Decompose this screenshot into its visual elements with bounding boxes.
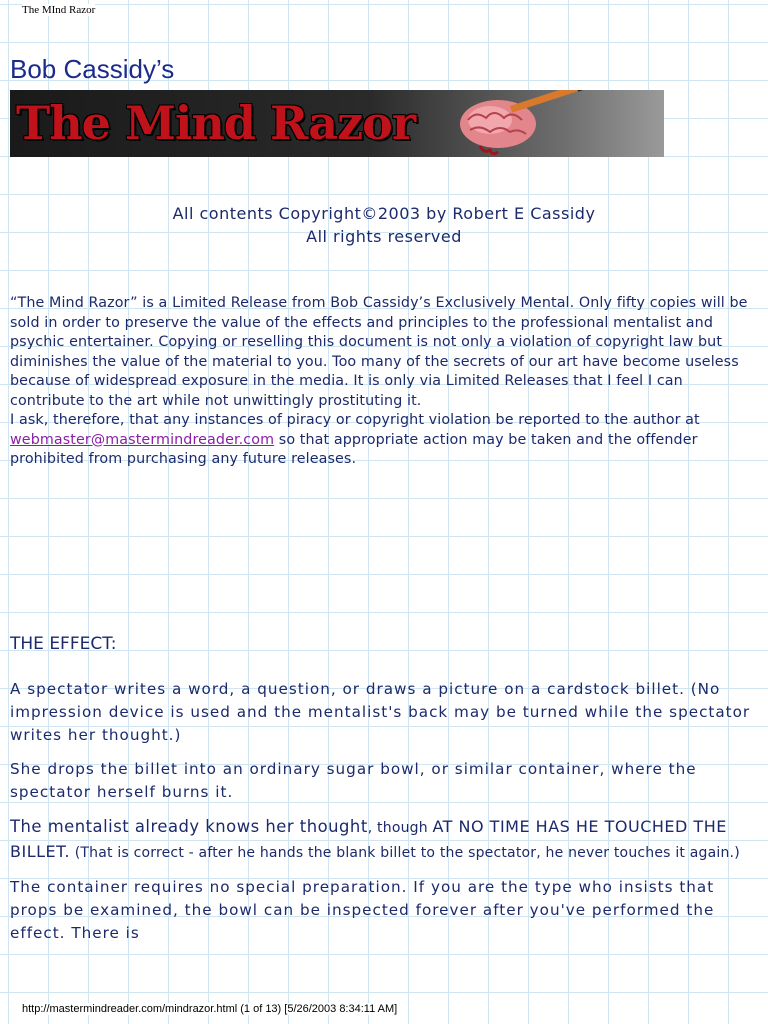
effect-heading: THE EFFECT: [10,634,117,654]
print-footer: http://mastermindreader.com/mindrazor.html (1 of 13) [5/26/2003 8:34:11 AM] [22,1003,398,1015]
brain-razor-icon [450,90,664,157]
email-link[interactable]: webmaster@mastermindreader.com [10,431,275,448]
effect-emphasis: AT NO TIME HAS HE TOUCHED THE BILLET. [10,817,727,861]
author-heading: Bob Cassidy’s [10,54,175,84]
effect-clarification: (That is correct - after he hands the blank billet to the spectator, he never touches it again.) [70,845,740,861]
copyright-line: All contents Copyright©2003 by Robert E Cassidy [172,204,596,223]
report-paragraph [10,411,762,470]
copyright-notice [0,202,768,248]
intro-section [10,294,762,470]
effect-section [10,678,762,956]
effect-paragraph-1: A spectator writes a word, a question, or draws a picture on a cardstock billet. (No impression device is used and the mentalist's back may be turned while the spectator writes her thought.) [10,680,751,744]
effect-paragraph-4: The container requires no special preparation. If you are the type who insists that props be examined, the bowl can be inspected forever after you've performed the effect. There is [10,878,715,942]
effect-connector: , though [367,820,433,836]
title-banner [10,90,664,157]
intro-paragraph: “The Mind Razor” is a Limited Release from Bob Cassidy’s Exclusively Mental. Only fifty copies will be sold in order to preserve the value of the effects and principles to the professional mentalist and psychic entertainer. Copying or reselling this document is not only a violation of copyright law but diminishes the value of the material to you. Too many of the secrets of our art have become useless because of widespread exposure in the media. It is only via Limited Releases that I feel I can contribute to the art while not unwittingly prostituting it. [10,295,748,409]
rights-line: All rights reserved [306,227,462,246]
report-text-before: I ask, therefore, that any instances of piracy or copyright violation be reported to the author at [10,412,700,428]
effect-paragraph-3 [10,815,762,865]
effect-claim: The mentalist already knows her thought [10,817,368,836]
report-text-after: so that appropriate action may be taken and the offender prohibited from purchasing any future releases. [10,431,698,467]
print-header: The MInd Razor [22,4,96,16]
banner-title: The Mind Razor [16,96,416,150]
effect-paragraph-2: She drops the billet into an ordinary sugar bowl, or similar container, where the spectator herself burns it. [10,760,697,801]
